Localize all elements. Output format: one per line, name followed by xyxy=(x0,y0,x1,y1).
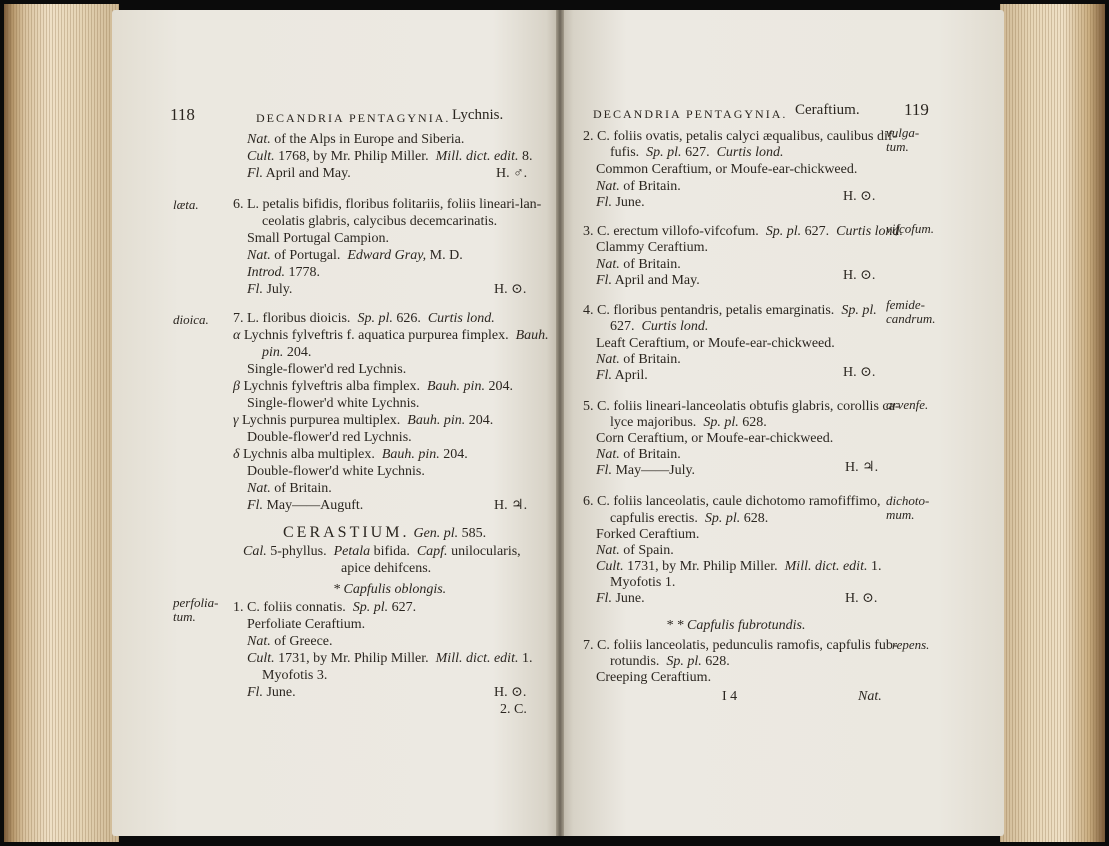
text-line: pin. 204. xyxy=(262,345,312,360)
text-line: Forked Ceraftium. xyxy=(596,527,700,542)
open-book xyxy=(4,4,1105,842)
margin-note: mum. xyxy=(886,507,915,522)
margin-note: perfolia- xyxy=(173,595,219,610)
text-line: Single-flower'd red Lychnis. xyxy=(247,362,407,377)
text-line: Small Portugal Campion. xyxy=(247,231,389,246)
margin-note: vifcofum. xyxy=(886,221,935,236)
text-line: Common Ceraftium, or Moufe-ear-chickweed. xyxy=(596,162,858,177)
text-line: 7. L. floribus dioicis. Sp. pl. 626. Curtis lond. xyxy=(233,311,495,326)
habit-mark: H. ⊙. xyxy=(843,365,876,380)
text-line: lyce majoribus. Sp. pl. 628. xyxy=(610,415,767,430)
margin-note: femide- xyxy=(886,297,925,312)
margin-note: dioica. xyxy=(173,312,209,327)
habit-mark: H. ⊙. xyxy=(843,189,876,204)
text-line: Creeping Ceraftium. xyxy=(596,670,712,685)
text-line: Nat. of Britain. xyxy=(247,481,332,496)
text-line: Nat. of Britain. xyxy=(596,179,681,194)
margin-note: tum. xyxy=(173,609,196,624)
text-line: Cal. 5-phyllus. Petala bifida. Capf. unilocularis, xyxy=(243,544,521,559)
text-line: γ Lychnis purpurea multiplex. Bauh. pin. 204. xyxy=(233,413,494,428)
text-line: α Lychnis fylveftris f. aquatica purpurea fimplex. Bauh. xyxy=(233,328,549,343)
text-line: Fl. June. xyxy=(596,195,645,210)
running-head: DECANDRIA PENTAGYNIA. xyxy=(593,107,788,121)
text-line: Nat. of Britain. xyxy=(596,352,681,367)
text-line: 627. Curtis lond. xyxy=(610,319,709,334)
text-line: Fl. April and May. xyxy=(247,166,351,181)
margin-note: læta. xyxy=(173,197,199,212)
text-line: Fl. June. xyxy=(247,685,296,700)
text-line: 6. L. petalis bifidis, floribus folitariis, foliis lineari-lan- xyxy=(233,197,542,212)
text-line: Nat. of Britain. xyxy=(596,447,681,462)
text-line: Fl. May——July. xyxy=(596,463,696,478)
running-head-genus: Lychnis. xyxy=(452,107,504,123)
text-line: Myofotis 3. xyxy=(262,668,328,683)
text-line: 7. C. foliis lanceolatis, pedunculis ramofis, capfulis fub- xyxy=(583,638,898,653)
text-line: Single-flower'd white Lychnis. xyxy=(247,396,420,411)
catchword: 2. C. xyxy=(500,702,527,717)
habit-mark: H. ♃. xyxy=(845,460,879,475)
text-line: apice dehifcens. xyxy=(341,561,432,576)
habit-mark: H. ♂. xyxy=(496,166,528,181)
text-line: Fl. June. xyxy=(596,591,645,606)
section-heading: * * Capfulis fubrotundis. xyxy=(666,618,806,633)
text-line: Perfoliate Ceraftium. xyxy=(247,617,366,632)
text-line: Double-flower'd white Lychnis. xyxy=(247,464,425,479)
text-line: Nat. of Britain. xyxy=(596,257,681,272)
text-line: Nat. of Portugal. Edward Gray, M. D. xyxy=(247,248,463,263)
margin-note: dichoto- xyxy=(886,493,930,508)
left-page-edges xyxy=(4,4,119,842)
catchword: Nat. xyxy=(858,689,882,704)
running-head-genus: Ceraftium. xyxy=(795,102,860,118)
section-heading: * Capfulis oblongis. xyxy=(333,582,447,597)
margin-note: tum. xyxy=(886,139,909,154)
habit-mark: H. ⊙. xyxy=(843,268,876,283)
book-gutter xyxy=(556,10,564,836)
text-line: 3. C. erectum villofo-vifcofum. Sp. pl. 627. Curtis lond. xyxy=(583,224,904,239)
signature-mark: I 4 xyxy=(722,689,738,704)
text-line: Clammy Ceraftium. xyxy=(596,240,708,255)
page-number: 118 xyxy=(170,105,195,124)
text-line: Nat. of Greece. xyxy=(247,634,333,649)
right-page-edges xyxy=(1000,4,1105,842)
habit-mark: H. ⊙. xyxy=(494,282,527,297)
text-line: Cult. 1731, by Mr. Philip Miller. Mill. dict. edit. 1. xyxy=(596,559,882,574)
text-line: 4. C. floribus pentandris, petalis emarginatis. Sp. pl. xyxy=(583,303,877,318)
text-line: 2. C. foliis ovatis, petalis calyci æqualibus, caulibus dif- xyxy=(583,129,898,144)
page-number: 119 xyxy=(904,100,929,119)
running-head: DECANDRIA PENTAGYNIA. xyxy=(256,111,451,125)
text-line: fufis. Sp. pl. 627. Curtis lond. xyxy=(610,145,784,160)
habit-mark: H. ⊙. xyxy=(494,685,527,700)
text-line: Introd. 1778. xyxy=(247,265,320,280)
text-line: β Lychnis fylveftris alba fimplex. Bauh. pin. 204. xyxy=(233,379,513,394)
text-line: capfulis erectis. Sp. pl. 628. xyxy=(610,511,769,526)
genus-heading: CERASTIUM. Gen. pl. 585. xyxy=(283,524,487,541)
text-line: 6. C. foliis lanceolatis, caule dichotomo ramofiffimo, xyxy=(583,494,881,509)
margin-note: candrum. xyxy=(886,311,936,326)
text-line: Fl. April. xyxy=(596,368,648,383)
text-line: Corn Ceraftium, or Moufe-ear-chickweed. xyxy=(596,431,834,446)
text-line: Leaft Ceraftium, or Moufe-ear-chickweed. xyxy=(596,336,835,351)
habit-mark: H. ⊙. xyxy=(845,591,878,606)
text-line: Cult. 1731, by Mr. Philip Miller. Mill. dict. edit. 1. xyxy=(247,651,533,666)
text-line: Cult. 1768, by Mr. Philip Miller. Mill. dict. edit. 8. xyxy=(247,149,533,164)
text-line: δ Lychnis alba multiplex. Bauh. pin. 204. xyxy=(233,447,468,462)
text-line: 1. C. foliis connatis. Sp. pl. 627. xyxy=(233,600,417,615)
margin-note: vulga- xyxy=(886,125,920,140)
text-line: Myofotis 1. xyxy=(610,575,676,590)
text-line: Fl. July. xyxy=(247,282,293,297)
text-line: ceolatis glabris, calycibus decemcarinatis. xyxy=(262,214,498,229)
text-line: 5. C. foliis lineari-lanceolatis obtufis glabris, corollis ca- xyxy=(583,399,900,414)
text-line: Double-flower'd red Lychnis. xyxy=(247,430,412,445)
text-line: rotundis. Sp. pl. 628. xyxy=(610,654,730,669)
text-line: Fl. May——Auguft. xyxy=(247,498,364,513)
text-line: Nat. of the Alps in Europe and Siberia. xyxy=(247,132,465,147)
margin-note: repens. xyxy=(892,637,930,652)
habit-mark: H. ♃. xyxy=(494,498,528,513)
text-line: Fl. April and May. xyxy=(596,273,700,288)
text-line: Nat. of Spain. xyxy=(596,543,674,558)
margin-note: arvenfe. xyxy=(886,397,929,412)
